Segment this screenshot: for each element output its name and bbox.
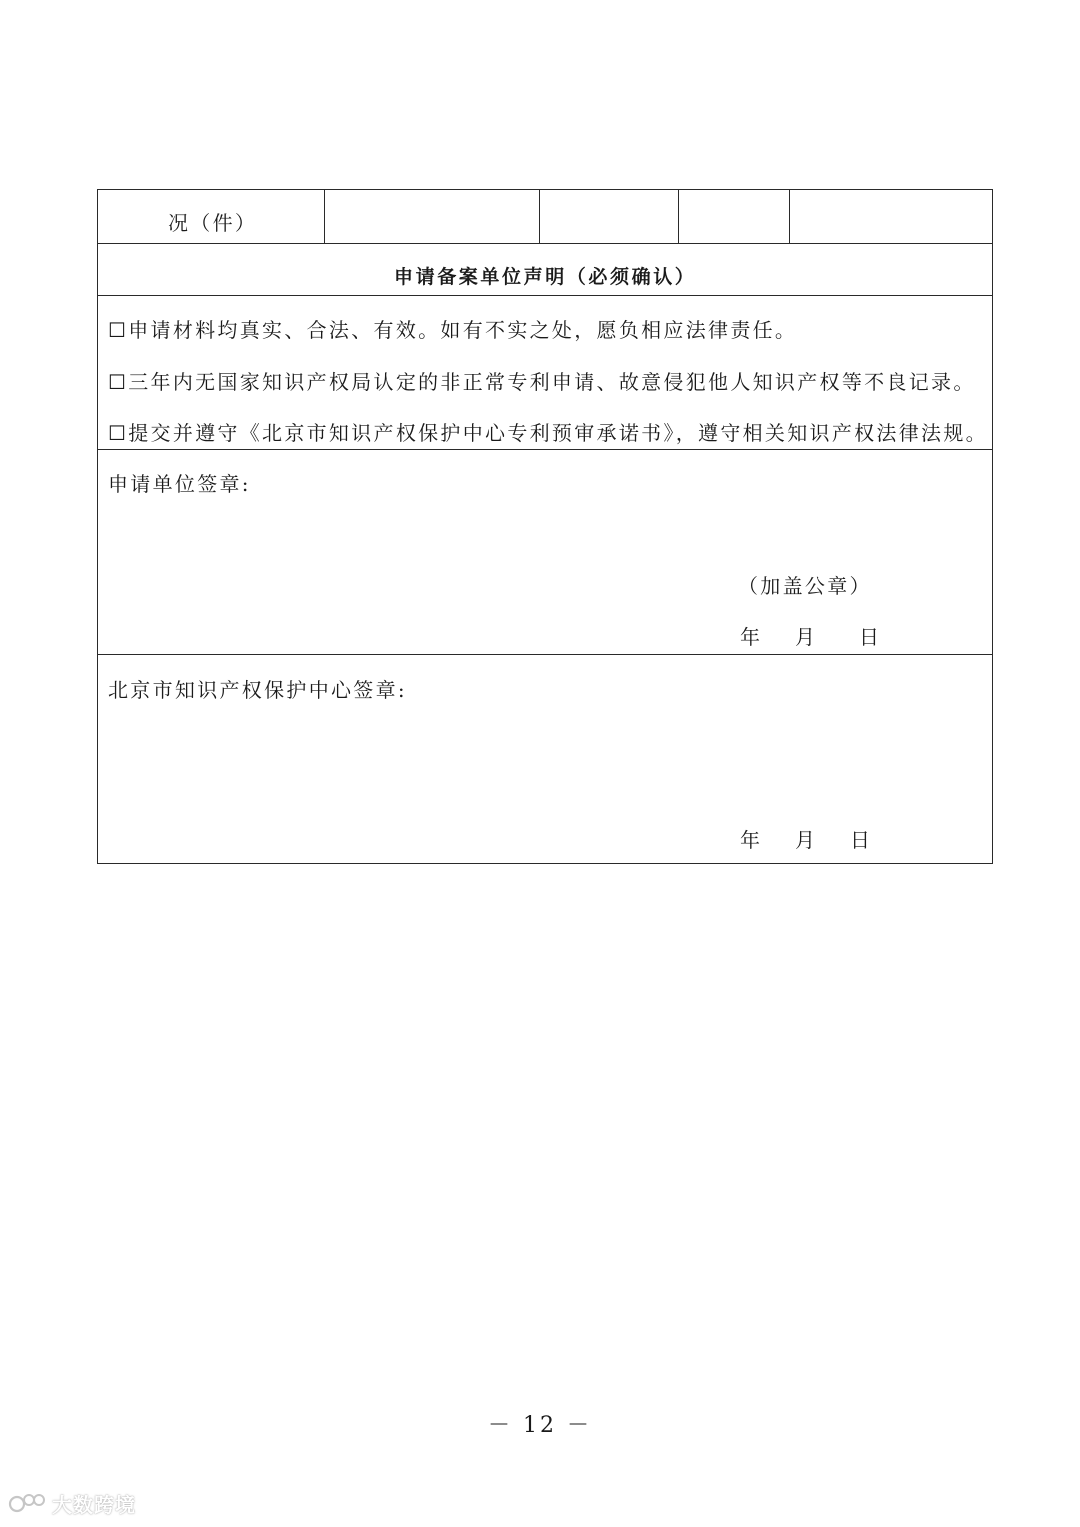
column-divider [789,190,790,243]
date-month: 月 [795,828,818,852]
page-number: － 12 － [488,1413,592,1438]
declaration-text: 申请材料均真实、合法、有效。如有不实之处，愿负相应法律责任。 [128,318,798,342]
declaration-item [108,370,976,394]
declaration-item [108,421,988,445]
center-signature-label: 北京市知识产权保护中心签章: [108,678,407,702]
column-divider [324,190,325,243]
table-cell[interactable] [680,190,788,242]
row-divider [98,243,992,244]
row-divider [98,449,992,450]
checkbox[interactable]: ☐ [108,421,129,445]
column-divider [539,190,540,243]
date-day: 日 [859,625,882,649]
declaration-text: 提交并遵守《北京市知识产权保护中心专利预审承诺书》，遵守相关知识产权法律法规。 [128,421,988,445]
declaration-item [108,318,797,342]
checkbox[interactable]: ☐ [108,318,129,342]
official-seal-note: （加盖公章） [738,574,872,598]
watermark [8,1488,136,1518]
row-divider [98,295,992,296]
filing-form-table [97,189,993,864]
date-day: 日 [850,828,873,852]
table-cell[interactable] [791,190,991,242]
declaration-title: 申请备案单位声明（必须确认） [394,266,697,288]
declaration-text: 三年内无国家知识产权局认定的非正常专利申请、故意侵犯他人知识产权等不良记录。 [128,370,976,394]
checkbox[interactable]: ☐ [108,370,129,394]
table-cell[interactable] [326,190,538,242]
column-divider [678,190,679,243]
date-year: 年 [740,625,763,649]
date-year: 年 [740,828,763,852]
watermark-logo-icon [8,1490,48,1516]
first-row-label: 况（件） [168,211,258,235]
watermark-text: 大数跨境 [52,1492,136,1517]
row-divider [98,654,992,655]
applicant-signature-label: 申请单位签章: [108,472,251,496]
date-month: 月 [795,625,818,649]
table-cell[interactable] [541,190,677,242]
